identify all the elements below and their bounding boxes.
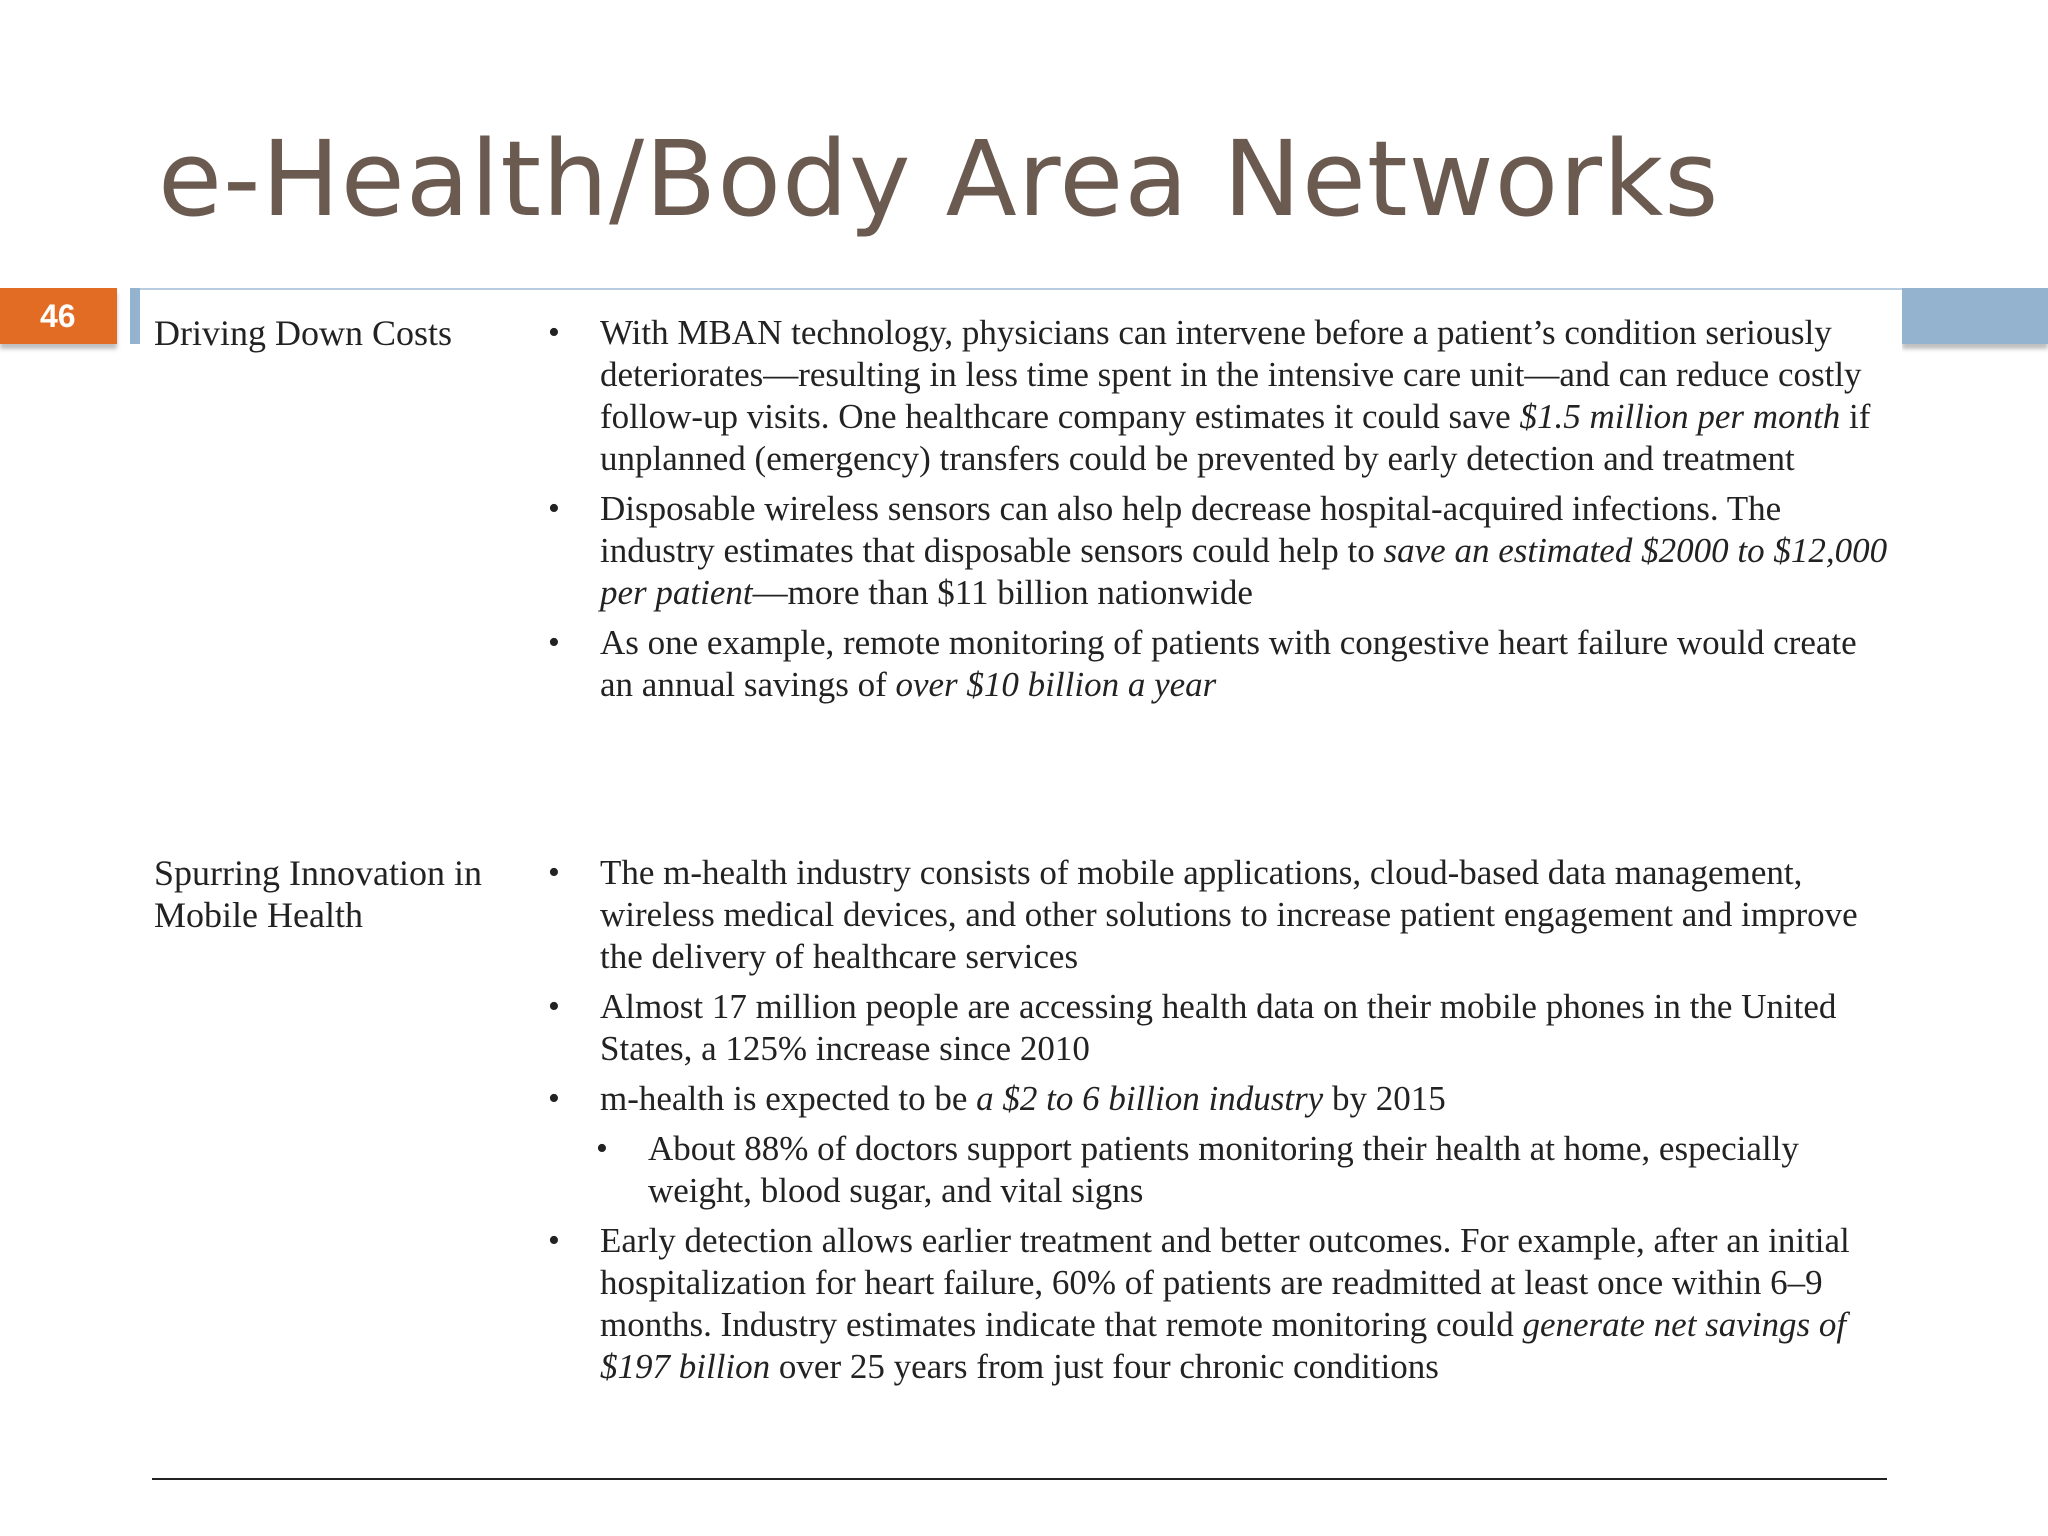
bullet-text: if unplanned (emergency) transfers could be prevented by early detection and treatment bbox=[600, 397, 1871, 478]
bullet-text: by 2015 bbox=[1323, 1079, 1446, 1118]
bullet-item bbox=[540, 488, 1890, 614]
bullet-text: m-health is expected to be bbox=[600, 1079, 977, 1118]
emphasis-text: generate net savings of $197 billion bbox=[600, 1305, 1847, 1386]
bullet-text: Early detection allows earlier treatment and better outcomes. For example, after an initial hospitalization for heart failure, 60% of patients are readmitted at least once within 6–9 months. Industry estimates indicate that remote monitoring could bbox=[600, 1221, 1850, 1344]
bullet-list bbox=[540, 852, 1890, 1396]
emphasis-text: $1.5 million per month bbox=[1519, 397, 1841, 436]
emphasis-text: a $2 to 6 billion industry bbox=[976, 1079, 1324, 1118]
bullet-list bbox=[540, 312, 1890, 714]
bullet-item bbox=[540, 1078, 1890, 1120]
emphasis-text: over $10 billion a year bbox=[895, 665, 1217, 704]
slide-number-badge: 46 bbox=[0, 288, 117, 344]
bullet-text: —more than $11 billion nationwide bbox=[752, 573, 1253, 612]
bullet-text: With MBAN technology, physicians can intervene before a patient’s condition seriously deteriorates—resulting in less time spent in the intensive care unit—and can reduce costly follow-up visits. One healthcare company estimates it could save bbox=[600, 313, 1862, 436]
header-accent-bar-right bbox=[1902, 288, 2048, 344]
row-label: Driving Down Costs bbox=[154, 313, 453, 353]
bullet-item bbox=[540, 1220, 1890, 1388]
bullet-text: About 88% of doctors support patients monitoring their health at home, especially weight, blood sugar, and vital signs bbox=[648, 1129, 1799, 1210]
bullet-text: Almost 17 million people are accessing health data on their mobile phones in the United States, a 125% increase since 2010 bbox=[600, 987, 1837, 1068]
table-figure bbox=[140, 288, 1902, 1486]
bullet-item bbox=[540, 852, 1890, 978]
slide-title: e-Health/Body Area Networks bbox=[158, 118, 1720, 240]
bullet-text: The m-health industry consists of mobile applications, cloud-based data management, wireless medical devices, and other solutions to increase patient engagement and improve the delivery of healthcare services bbox=[600, 853, 1858, 976]
bullet-text: Disposable wireless sensors can also help decrease hospital-acquired infections. The industry estimates that disposable sensors could help to bbox=[600, 489, 1782, 570]
bullet-item bbox=[540, 622, 1890, 706]
row-label: Spurring Innovation in Mobile Health bbox=[154, 853, 482, 935]
bullet-text: over 25 years from just four chronic conditions bbox=[770, 1347, 1439, 1386]
emphasis-text: save an estimated $2000 to $12,000 per patient bbox=[600, 531, 1888, 612]
sub-bullet-item bbox=[540, 1128, 1890, 1212]
bullet-text: As one example, remote monitoring of patients with congestive heart failure would create an annual savings of bbox=[600, 623, 1857, 704]
bullet-item bbox=[540, 312, 1890, 480]
bottom-rule bbox=[152, 1478, 1887, 1480]
bullet-item bbox=[540, 986, 1890, 1070]
